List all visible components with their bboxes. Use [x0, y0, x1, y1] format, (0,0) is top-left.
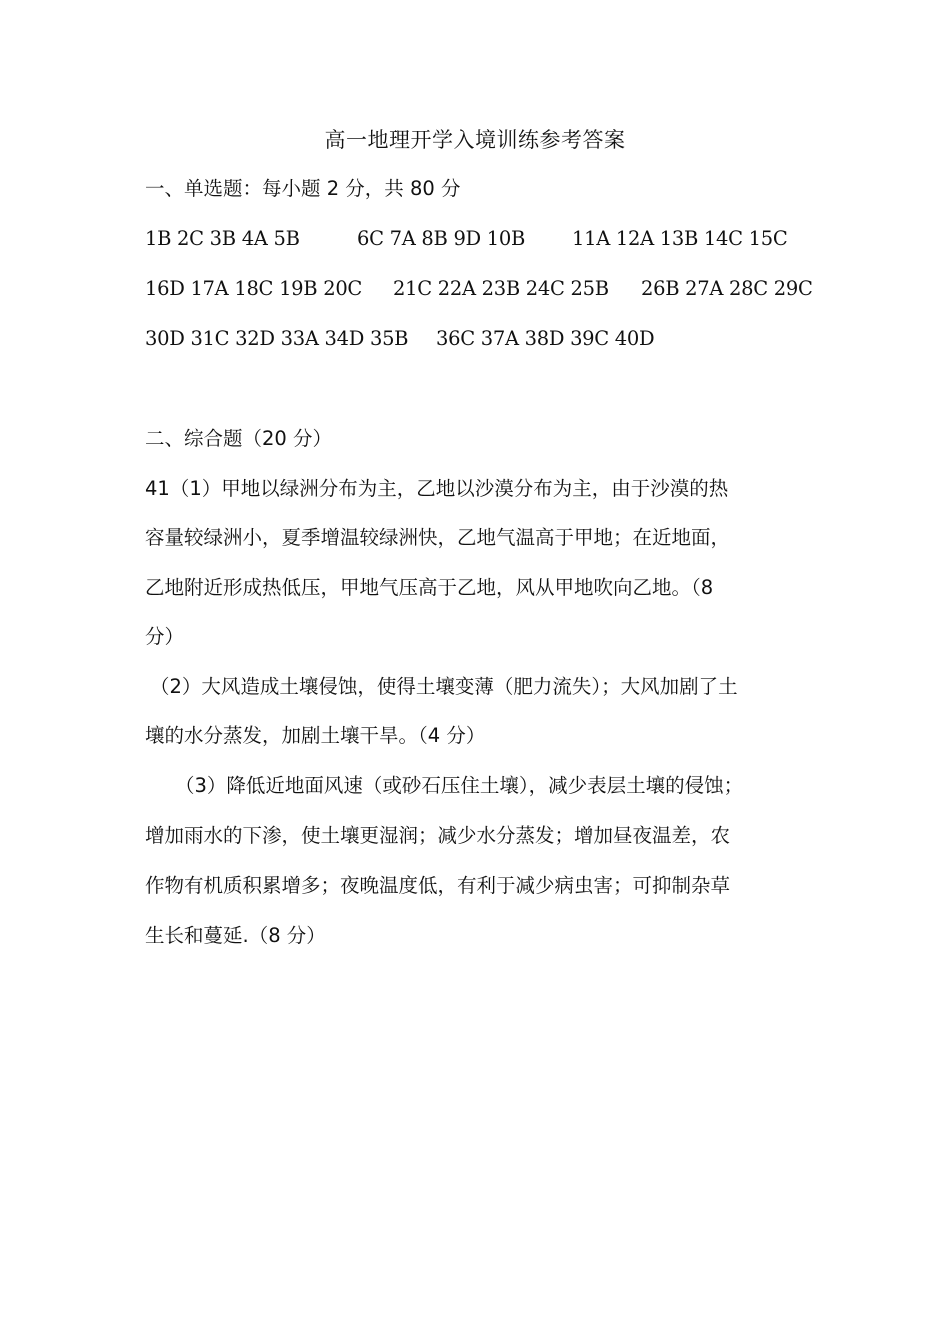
answer-group: 16D 17A 18C 19B 20C — [145, 277, 363, 300]
paragraph-line: （2）大风造成土壤侵蚀，使得土壤变薄（肥力流失）；大风加剧了土 — [150, 675, 738, 698]
section1-heading: 一、单选题：每小题 2 分，共 80 分 — [145, 177, 461, 200]
paragraph-line: 增加雨水的下渗，使土壤更湿润；减少水分蒸发；增加昼夜温差，农 — [145, 824, 731, 847]
paragraph-line: （3）降低近地面风速（或砂石压住土壤），减少表层土壤的侵蚀； — [175, 774, 744, 797]
page-title: 高一地理开学入境训练参考答案 — [324, 128, 626, 152]
paragraph-line: 分） — [145, 625, 185, 648]
section2-heading: 二、综合题（20 分） — [145, 427, 333, 450]
answer-group: 30D 31C 32D 33A 34D 35B — [145, 327, 409, 350]
answer-group: 21C 22A 23B 24C 25B — [393, 277, 609, 300]
paragraph-line: 乙地附近形成热低压，甲地气压高于乙地，风从甲地吹向乙地。（8 — [145, 576, 714, 599]
answer-group: 1B 2C 3B 4A 5B — [145, 227, 300, 250]
paragraph-line: 壤的水分蒸发，加剧土壤干旱。（4 分） — [145, 724, 486, 747]
paragraph-line: 作物有机质积累增多；夜晚温度低，有利于减少病虫害；可抑制杂草 — [145, 874, 731, 897]
paragraph-line: 生长和蔓延.（8 分） — [145, 924, 326, 947]
answer-group: 6C 7A 8B 9D 10B — [357, 227, 526, 250]
paragraph-line: 41（1）甲地以绿洲分布为主，乙地以沙漠分布为主，由于沙漠的热 — [145, 477, 729, 500]
answer-group: 11A 12A 13B 14C 15C — [572, 227, 788, 250]
paragraph-line: 容量较绿洲小，夏季增温较绿洲快，乙地气温高于甲地；在近地面， — [145, 526, 731, 549]
answer-group: 36C 37A 38D 39C 40D — [436, 327, 655, 350]
answer-group: 26B 27A 28C 29C — [641, 277, 813, 300]
